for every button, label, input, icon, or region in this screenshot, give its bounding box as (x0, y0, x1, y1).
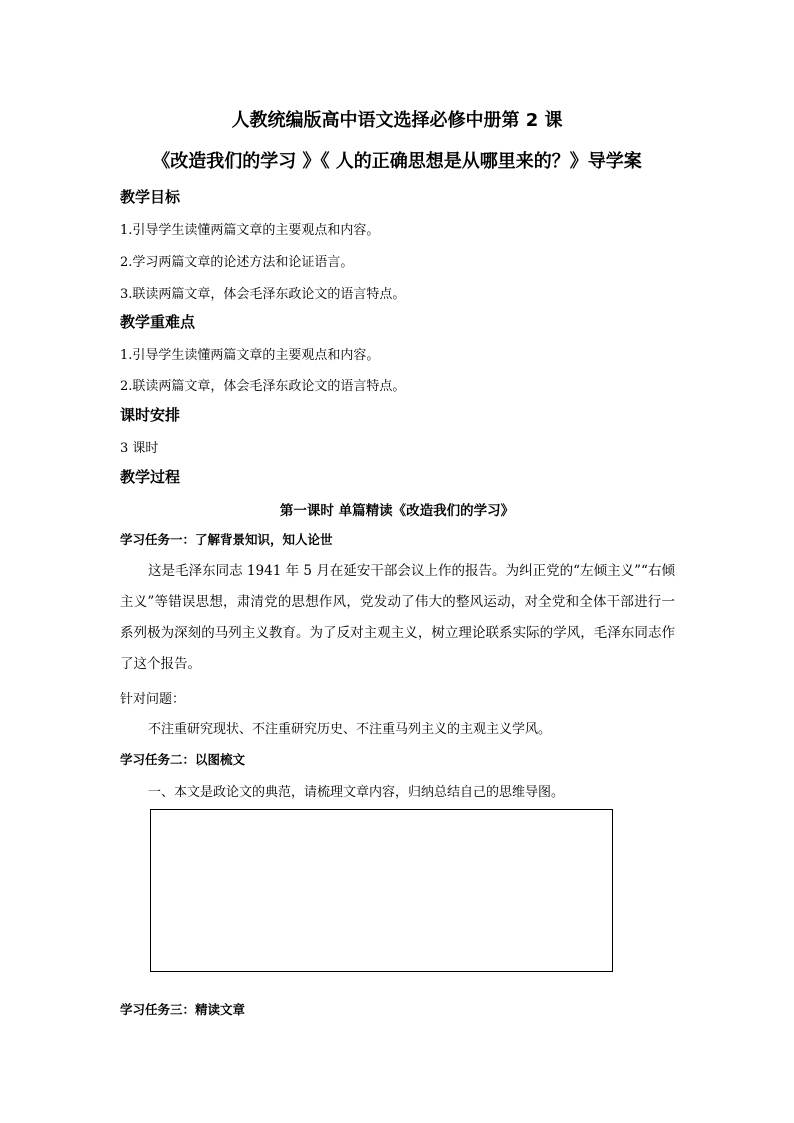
key-point-item-1: 1.引导学生读懂两篇文章的主要观点和内容。 (120, 348, 380, 363)
issue-text: 不注重研究现状、不注重研究历史、不注重马列主义的主观主义学风。 (148, 722, 552, 737)
objective-item-1: 1.引导学生读懂两篇文章的主要观点和内容。 (120, 223, 380, 238)
issue-label: 针对问题： (120, 692, 186, 707)
document-subtitle: 《改造我们的学习 》《 人的正确思想是从哪里来的？》导学案 (152, 151, 642, 172)
task3-title: 学习任务三：精读文章 (120, 1002, 246, 1017)
mind-map-answer-box[interactable] (150, 809, 613, 972)
task2-instruction: 一、本文是政论文的典范，请梳理文章内容，归纳总结自己的思维导图。 (148, 785, 565, 800)
schedule-value: 3 课时 (120, 441, 159, 456)
objective-item-2: 2.学习两篇文章的论述方法和论证语言。 (120, 255, 354, 270)
task1-title: 学习任务一：了解背景知识，知人论世 (120, 532, 333, 547)
objective-item-3: 3.联读两篇文章，体会毛泽东政论文的语言特点。 (120, 287, 406, 302)
task1-paragraph: 这是毛泽东同志 1941 年 5 月在延安干部会议上作的报告。为纠正党的“左倾主义”“右倾主义”等错误思想，肃清党的思想作风，党发动了伟大的整风运动，对全党和全体干部进行一系列极为深刻的马列主义教育。为了反对主观主义，树立理论联系实际的学风，毛泽东同志作了这个报告。 (120, 563, 675, 672)
document-title: 人教统编版高中语文选择必修中册第 2 课 (231, 110, 563, 131)
key-point-item-2: 2.联读两篇文章，体会毛泽东政论文的语言特点。 (120, 379, 406, 394)
key-points-heading: 教学重难点 (120, 313, 196, 331)
objectives-heading: 教学目标 (120, 188, 181, 206)
process-heading: 教学过程 (120, 468, 181, 486)
schedule-heading: 课时安排 (120, 406, 181, 424)
task2-title: 学习任务二：以图梳文 (120, 752, 246, 767)
lesson-title: 第一课时 单篇精读《改造我们的学习》 (279, 503, 515, 519)
